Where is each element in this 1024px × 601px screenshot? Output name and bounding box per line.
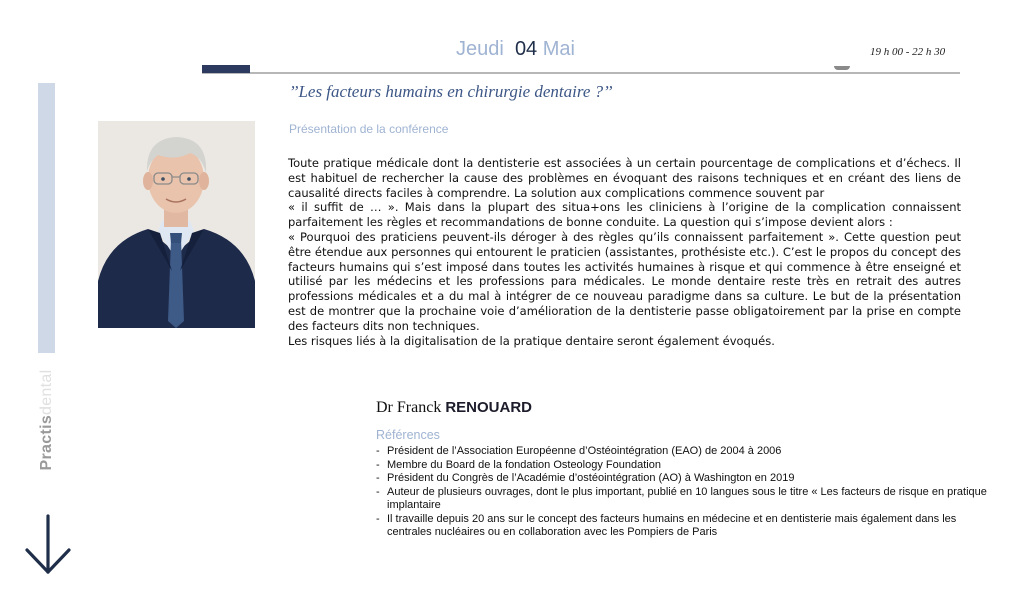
event-day: Jeudi [456,38,504,60]
header-accent-bar [202,65,250,73]
presentation-text [288,156,961,348]
references-label: Références [376,428,440,442]
presentation-section-label: Présentation de la conférence [289,122,449,136]
reference-item: - Auteur de plusieurs ouvrages, dont le plus important, publié en 10 langues sous le titre « Les facteurs de risque en pratique implantaire [376,486,1001,513]
presentation-paragraph: Les risques liés à la digitalisation de la pratique dentaire seront également évoqués. [288,333,775,348]
brand-logo-part2: dental [38,369,55,415]
reference-item: - Président du Congrès de l’Académie d’ostéointégration (AO) à Washington en 2019 [376,472,1001,486]
header-divider-tick [834,66,850,70]
speaker-portrait [98,121,255,328]
arrow-down-icon[interactable] [24,514,72,576]
presentation-paragraph: Toute pratique médicale dont la dentisterie est associées à un certain pourcentage de complications et d’échecs. Il est habituel de rechercher la cause des problèmes en évoquant des raisons techniques et en créant des liens de causalité directs faciles à comprendre. La solution aux complications commence souvent par [288,156,961,200]
reference-item: - Membre du Board de la fondation Osteology Foundation [376,459,1001,473]
event-date [456,38,575,61]
conference-title: ’’Les facteurs humains en chirurgie dentaire ?’’ [289,82,613,101]
header-divider [202,72,960,74]
event-time: 19 h 00 - 22 h 30 [870,46,946,58]
event-month: Mai [542,38,575,60]
speaker-portrait-image [98,121,255,328]
presentation-paragraph: « il suffit de … ». Mais dans la plupart des situa+ons les cliniciens à l’origine de la complication connaissent parfaitement les règles et recommandations de bonne conduite. La question qui s’impose devient alors : [288,200,961,230]
presentation-paragraph: « Pourquoi des praticiens peuvent-ils déroger à des règles qu’ils connaissent parfaitement ». Cette question peut être étendue aux personnes qui entourent le praticien (assistantes, prothésiste etc.). C’est le propos du concept des facteurs humains qui s’est imposé dans toutes les activités humaines à risque et qui commence à être enseigné et utilisé par les médecins et les professions para médicales. Le monde dentaire reste très en retrait des autres professions médicales et a du mal à intégrer de ce nouveau paradigme dans sa culture. Le but de la présentation est de montrer que la prochaine voie d’amélioration de la dentisterie passe obligatoirement par la prise en compte des facteurs dits non techniques. [288,229,961,333]
brand-logo-part1: Practis [38,414,55,471]
speaker-first-name: Dr Franck [376,399,442,416]
references-list [376,445,1001,540]
brand-logo [38,370,56,471]
speaker-name [376,399,532,417]
sidebar-decorative-bar [38,83,55,353]
event-date-number: 04 [514,38,538,60]
reference-item: - Président de l’Association Européenne d’Ostéointégration (EAO) de 2004 à 2006 [376,445,1001,459]
reference-item: - Il travaille depuis 20 ans sur le concept des facteurs humains en médecine et en dentisterie mais également dans les centrales nucléaires ou en collaboration avec les Pompiers de Paris [376,513,1001,540]
speaker-last-name: RENOUARD [445,399,532,416]
